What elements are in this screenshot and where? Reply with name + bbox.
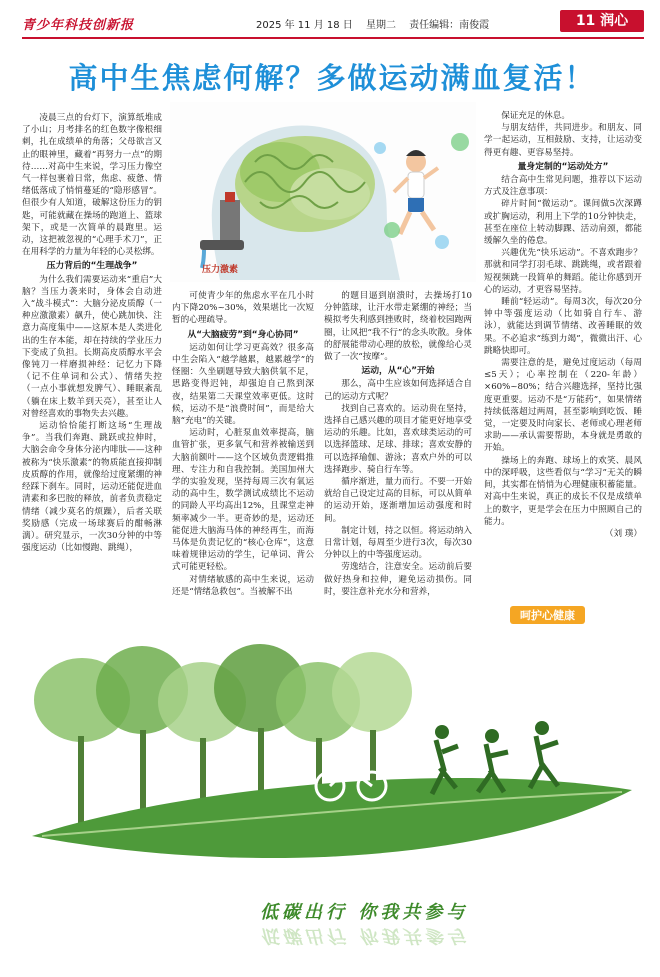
section-heading: 从“大脑疲劳”到“身心协同” — [187, 329, 299, 340]
page-section-badge: 11 润心 — [560, 10, 644, 32]
author-credit: （刘 璞） — [604, 528, 642, 539]
paragraph: 运动时，心脏泵血效率提高，脑血管扩张，更多氧气和营养被输送到大脑前额叶——这个区域负责逻辑推理、专注力和自我控制。美国加州大学的实验发现，坚持每周三次有氧运动的高中生，数学测试成绩比不运动的同龄人平均高出12%，且课堂走神频率减少一半。更奇妙的是，运动还能促进大脑海马体的神经再生，而海马体是负责记忆的“核心仓库”，这意味着规律运动的学生，记单词、背公式可能更轻松。 — [172, 428, 314, 573]
paragraph: 需要注意的是，避免过度运动（每周≤5天）；心率控制在（220-年龄）×60%~80%；结合兴趣选择，坚持比强度更重要。运动不是“万能药”，如果情绪持续低落超过两周，甚至影响到吃饭、睡觉，一定要及时向家长、老师或心理老师求助——承认需要帮助，本身就是勇敢的开始。 — [484, 358, 642, 454]
article-column-4 — [484, 110, 642, 615]
masthead-logo: 青少年科技创新报 — [22, 18, 135, 33]
paragraph: 制定计划，持之以恒。将运动纳入日常计划，每周至少进行3次，每次30分钟以上的中等强度运动。 — [324, 525, 472, 561]
paragraph: 的题目逼到崩溃时，去操场打10分钟篮球，让汗水带走紧绷的神经；当模拟考失利感到挫败时，绕着校园跑两圈，让风把“我不行”的念头吹散。身体的舒展能带动心理的放松，就像给心灵做了一次“按摩”。 — [324, 291, 472, 363]
paragraph: 与朋友结伴，共同进步。和朋友、同学一起运动，互相鼓励、支持，让运动变得更有趣、更容易坚持。 — [484, 123, 642, 158]
paragraph: 睡前“轻运动”。每周3次，每次20分钟中等强度运动（比如骑自行车、游泳），就能达到调节情绪、改善睡眠的效果。不必追求“练到力竭”，微微出汗、心跳略快即可。 — [484, 297, 642, 356]
paragraph: 可使青少年的焦虑水平在几小时内下降20%~30%，效果堪比一次短暂的心理疏导。 — [172, 291, 314, 326]
column-badge — [482, 604, 640, 628]
paragraph: 碎片时间“微运动”。课间做5次深蹲或扩胸运动，利用上下学的10分钟快走，甚至在座位上转动脚踝、活动肩颈，都能缓解久坐的倦怠。 — [484, 199, 642, 247]
paragraph: 运动恰恰能打断这场“生理战争”。当我们奔跑、跳跃或拉伸时，大脑会命令身体分泌内啡肽——这种被称为“快乐激素”的物质能直接抑制皮质醇的作用，就像给过度紧绷的神经踩下刹车。同时，运动还能促进血清素和多巴胺的释放，前者负责稳定情绪（减少莫名的烦躁），后者关联奖励感（完成一场球赛后的酣畅淋漓）。研究显示，一次30分钟的中等强度运动（比如慢跑、跳绳）， — [22, 421, 162, 554]
editor-credit: 责任编辑：南俊霞 — [409, 20, 490, 31]
paragraph: 兴趣优先“快乐运动”。不喜欢跑步？那就和同学打羽毛球、跳跳绳，或者跟着短视频跳一段简单的舞蹈。能让你感到开心的运动，才更容易坚持。 — [484, 248, 642, 295]
ad-slogan-reflection: 低碳出行 你我共参与 — [260, 925, 469, 946]
paragraph: 运动如何让学习更高效？很多高中生会陷入“越学越累，越累越学”的怪圈：久坐刷题导致大脑供氧不足，思路变得迟钝，却强迫自己熬到深夜，结果第二天课堂效率更低。这时候，运动不是“浪费时间”，而是给大脑“充电”的关键。 — [172, 342, 314, 427]
header-rule — [22, 37, 644, 39]
section-heading: 量身定制的“运动处方” — [517, 161, 609, 172]
paragraph: 对情绪敏感的高中生来说，运动还是“情绪急救包”。当被解不出 — [172, 574, 314, 597]
header-info — [256, 16, 499, 31]
badge-label: 呵护心健康 — [510, 606, 585, 624]
paragraph: 劳逸结合，注意安全。运动前后要做好热身和拉伸，避免运动损伤。同时，要注意补充水分和营养， — [324, 562, 472, 597]
illustration-graphic — [170, 102, 476, 282]
article-column-2 — [172, 290, 314, 635]
paragraph: 凌晨三点的台灯下，演算纸堆成了小山；月考排名的红色数字像根细刺，扎在成绩单的角落；父母欲言又止的眼神里，藏着“再努力一点”的期待……对高中生来说，学习压力像空气一样包裹着日常，焦虑、疲惫、情绪低落成了悄悄蔓延的“隐形感冒”。但很少有人知道，破解这份压力的钥匙，可能就藏在操场的跑道上、篮球架下，或是一次简单的晨跑里。运动，这把被忽视的“心理手术刀”，正在用科学的力量为年轻的心灵松绑。 — [22, 113, 162, 258]
brain-stress-illustration — [170, 102, 476, 282]
section-heading: 运动，从“心”开始 — [361, 366, 435, 377]
ad-slogan: 低碳出行 你我共参与 — [260, 902, 469, 923]
issue-weekday: 星期二 — [365, 20, 396, 31]
issue-date: 2025 年 11 月 18 日 — [256, 20, 353, 31]
article-column-1 — [22, 112, 162, 612]
page-title: 高中生焦虑何解？多做运动满血复活！ — [68, 61, 596, 95]
paragraph: 保证充足的休息。 — [501, 111, 570, 121]
paragraph: 为什么我们需要运动来“重启”大脑？当压力袭来时，身体会自动进入“战斗模式”：大脑分泌皮质醇（一种应激激素）飙升，使心跳加快、注意力高度集中——这原本是人类进化出的生存本能，却在持续的学业压力下变成了负担。长期高皮质醇水平会像钝刀一样磨损神经：记忆力下降（记不住单词和公式）、情绪失控（一点小事就想发脾气）、睡眠紊乱（躺在床上数羊到天亮），甚至让人对曾经喜欢的事物失去兴趣。 — [22, 274, 162, 419]
paragraph: 操场上的奔跑、球场上的欢笑、晨风中的深呼吸，这些看似与“学习”无关的瞬间，其实都在悄悄为心理健康积蓄能量。对高中生来说，真正的成长不仅是成绩单上的数字，更是学会在压力中照顾自己的能力。 — [484, 455, 642, 527]
paragraph: 循序渐进，量力而行。不要一开始就给自己设定过高的目标，可以从简单的运动开始，逐渐增加运动强度和时间。 — [324, 477, 472, 524]
illustration-caption: 压力激素 — [202, 265, 239, 275]
section-heading: 压力背后的“生理战争” — [46, 261, 138, 272]
paragraph: 那么，高中生应该如何选择适合自己的运动方式呢？ — [324, 379, 472, 402]
brain-icon — [235, 136, 375, 232]
paragraph: 找到自己喜欢的。运动贵在坚持，选择自己感兴趣的项目才能更好地享受运动的乐趣。比如，喜欢球类运动的可以选择篮球、足球、排球；喜欢安静的可以选择瑜伽、游泳；喜欢户外的可以选择跑步、骑自行车等。 — [324, 403, 472, 475]
article-column-3 — [324, 290, 472, 612]
paragraph: 结合高中生常见问题，推荐以下运动方式及注意事项： — [484, 175, 642, 198]
